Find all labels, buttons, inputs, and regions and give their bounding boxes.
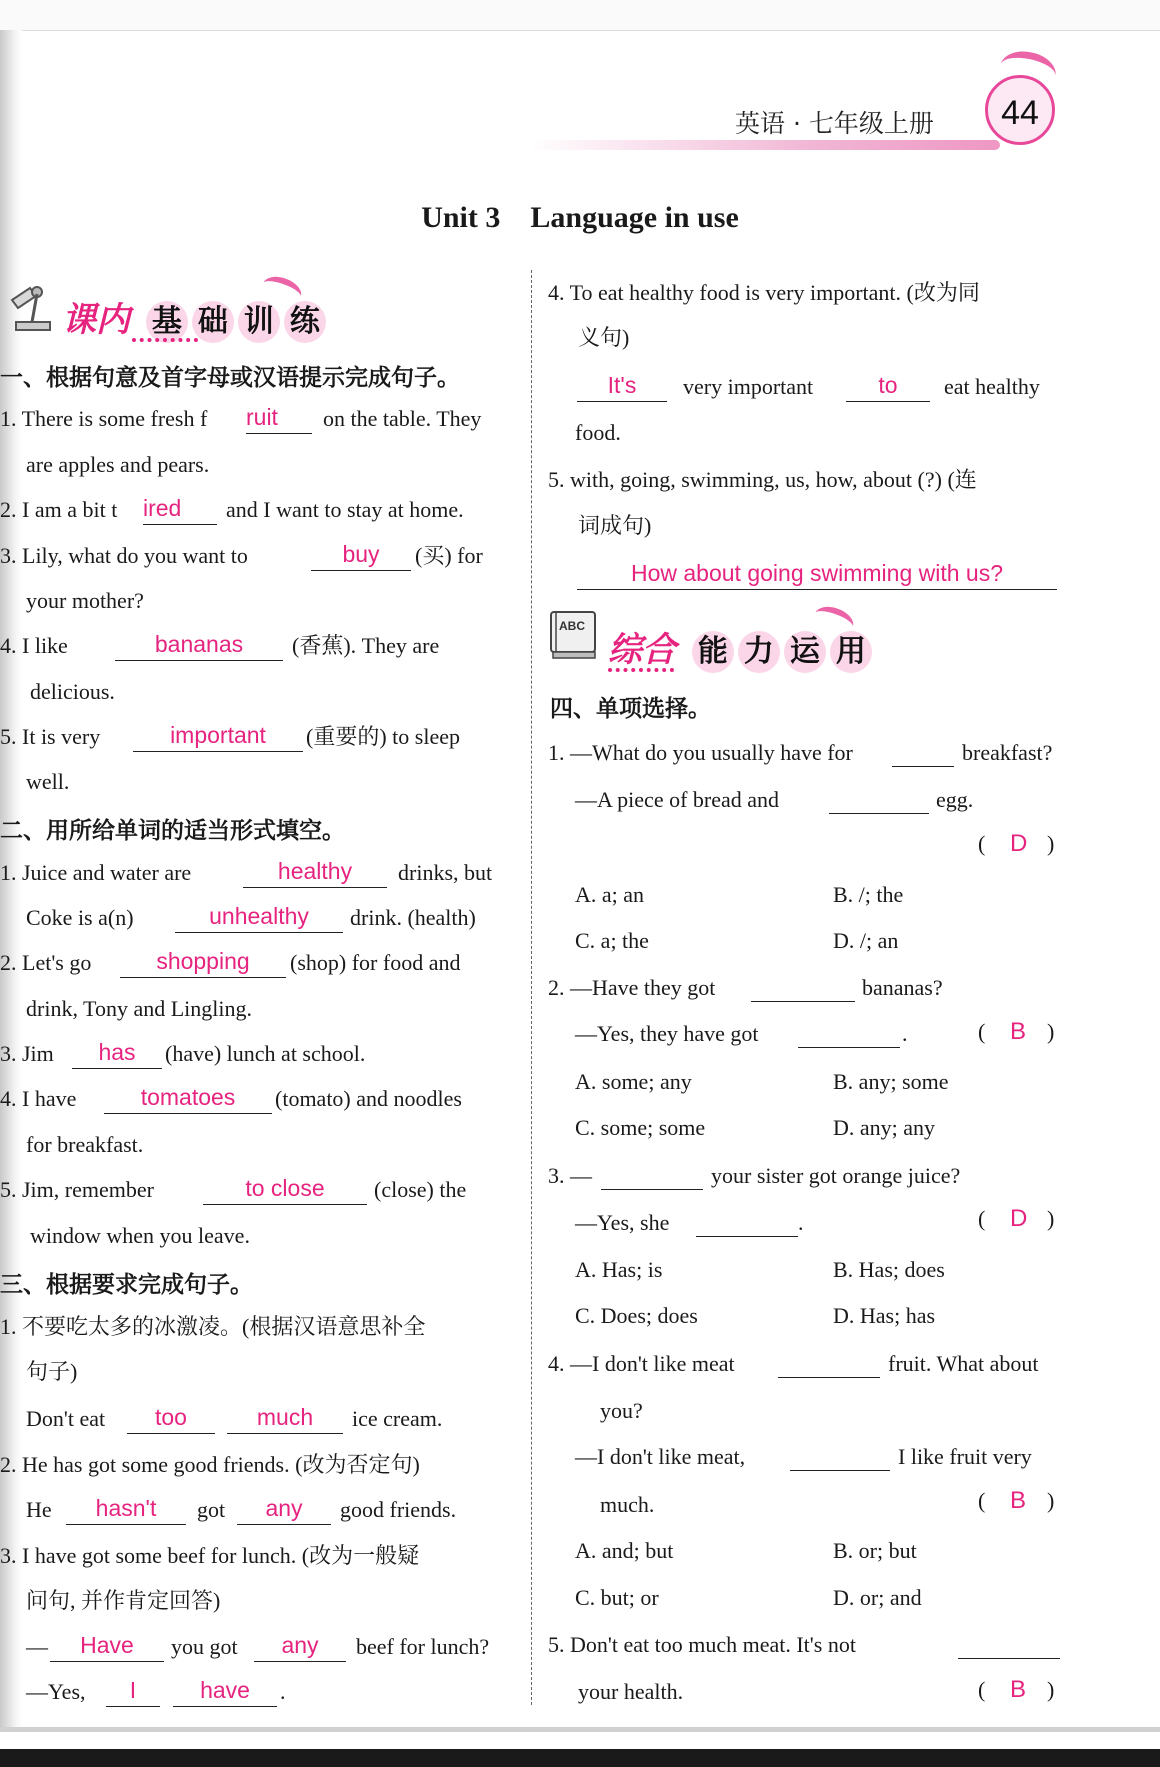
s4q3-option: D. Has; has <box>833 1303 936 1328</box>
s4q2-text: . <box>902 1021 908 1046</box>
s4q4-choice: B <box>1010 1487 1027 1514</box>
s4q3-blank <box>696 1235 798 1237</box>
s3q4-text: 4. To eat healthy food is very important. (改为同 <box>548 280 980 305</box>
s4q2-paren-open: ( <box>978 1019 986 1044</box>
s3q1-text: 句子) <box>26 1359 78 1384</box>
s4q2-option: B. any; some <box>833 1069 949 1094</box>
s3q2-text: He <box>26 1497 52 1522</box>
s4q4-option: B. or; but <box>833 1538 917 1563</box>
banner2-word: 运 <box>784 631 826 673</box>
s4q2-text: 2. —Have they got <box>548 975 716 1000</box>
s2q4-text: 4. I have <box>0 1086 77 1111</box>
s2q4-text: for breakfast. <box>26 1132 144 1157</box>
banner2-dots <box>608 668 674 672</box>
header-subject: 英语 · 七年级上册 <box>735 109 934 138</box>
s4q3-option: C. Does; does <box>575 1303 698 1328</box>
s2q4-answer: tomatoes <box>104 1082 272 1114</box>
s4q3-paren-close: ) <box>1047 1206 1055 1231</box>
page-title: Unit 3 Language in use <box>421 201 739 234</box>
lamp-icon <box>2 280 60 338</box>
section-1-heading: 一、根据句意及首字母或汉语提示完成句子。 <box>0 365 460 391</box>
s2q5-text: 5. Jim, remember <box>0 1177 154 1202</box>
s4q4-text: 4. —I don't like meat <box>548 1351 735 1376</box>
s2q5-answer: to close <box>203 1173 367 1205</box>
page-number: 44 <box>985 75 1055 145</box>
banner2-pink-label: 综合 <box>608 630 676 670</box>
s4q2-paren-close: ) <box>1047 1019 1055 1044</box>
s2q1-answer: healthy <box>243 856 387 888</box>
s1q3-text: your mother? <box>26 588 144 613</box>
s1q1-text: 1. There is some fresh f <box>0 406 208 431</box>
s4q3-blank <box>601 1188 703 1190</box>
s3q3-text: you got <box>171 1634 238 1659</box>
s1q1-answer: ruit <box>246 402 312 434</box>
s3q5-text: 5. with, going, swimming, us, how, about (?) (连 <box>548 467 977 492</box>
s2q3-text: (have) lunch at school. <box>165 1041 366 1066</box>
s1q4-text: 4. I like <box>0 633 68 658</box>
s4q4-paren-open: ( <box>978 1488 986 1513</box>
s4q3-option: B. Has; does <box>833 1257 945 1282</box>
s3q2-answer: any <box>237 1493 331 1525</box>
s4q1-paren-close: ) <box>1047 831 1055 856</box>
column-divider <box>531 270 532 1705</box>
s1q5-text: 5. It is very <box>0 724 101 749</box>
s4q1-text: 1. —What do you usually have for <box>548 740 853 765</box>
banner-comprehensive-application <box>608 622 872 673</box>
s4q4-text: you? <box>600 1398 643 1423</box>
s3q5-answer: How about going swimming with us? <box>577 558 1057 590</box>
abc-book-icon <box>548 608 600 664</box>
s4q4-blank <box>790 1469 890 1471</box>
s2q1-text: drinks, but <box>398 860 493 885</box>
s4q4-text: —I don't like meat, <box>575 1444 746 1469</box>
banner1-pink-label: 课内 <box>62 300 130 340</box>
s1q4-text: (香蕉). They are <box>292 633 440 658</box>
banner1-word: 练 <box>284 301 326 343</box>
window-top-bar <box>0 0 1160 31</box>
s4q5-blank <box>958 1657 1060 1659</box>
s1q2-answer: ired <box>143 493 217 525</box>
s1q4-answer: bananas <box>115 629 283 661</box>
banner1-dots <box>132 338 198 342</box>
s1q5-text: (重要的) to sleep <box>306 724 460 749</box>
s3q1-answer: much <box>227 1402 343 1434</box>
s3q1-answer: too <box>127 1402 215 1434</box>
s2q2-text: (shop) for food and <box>290 950 461 975</box>
s3q1-text: ice cream. <box>352 1406 443 1431</box>
s4q2-option: D. any; any <box>833 1115 936 1140</box>
s4q1-blank <box>892 765 954 767</box>
s2q2-text: drink, Tony and Lingling. <box>26 996 252 1021</box>
s4q3-option: A. Has; is <box>575 1257 663 1282</box>
s4q4-option: A. and; but <box>575 1538 674 1563</box>
s4q2-option: A. some; any <box>575 1069 692 1094</box>
s4q4-text: fruit. What about <box>888 1351 1039 1376</box>
s4q3-choice: D <box>1010 1205 1028 1232</box>
s2q3-text: 3. Jim <box>0 1041 54 1066</box>
s4q2-option: C. some; some <box>575 1115 706 1140</box>
s3q3-text: —Yes, <box>26 1679 86 1704</box>
s4q1-option: D. /; an <box>833 928 899 953</box>
s3q3-answer: I <box>106 1675 160 1707</box>
banner2-word: 用 <box>830 631 872 673</box>
s1q3-text: 3. Lily, what do you want to <box>0 543 248 568</box>
s4q5-paren-close: ) <box>1047 1677 1055 1702</box>
s4q3-text: . <box>798 1210 804 1235</box>
banner1-word: 础 <box>192 301 234 343</box>
s4q2-blank <box>798 1046 900 1048</box>
s4q1-option: C. a; the <box>575 928 649 953</box>
section-4-heading: 四、单项选择。 <box>550 696 711 722</box>
section-2-heading: 二、用所给单词的适当形式填空。 <box>0 818 345 844</box>
s4q5-text: 5. Don't eat too much meat. It's not <box>548 1632 856 1657</box>
section-3-heading: 三、根据要求完成句子。 <box>0 1272 253 1298</box>
banner-classroom-basics <box>62 292 326 343</box>
s1q3-answer: buy <box>311 539 411 571</box>
s3q3-text: 问句, 并作肯定回答) <box>26 1588 221 1613</box>
s2q1-text: 1. Juice and water are <box>0 860 192 885</box>
s2q5-text: (close) the <box>374 1177 467 1202</box>
s3q4-text: 义句) <box>578 325 630 350</box>
s3q3-answer: have <box>173 1675 277 1707</box>
s4q3-text: your sister got orange juice? <box>711 1163 961 1188</box>
abc-icon-label: ABC <box>559 619 585 633</box>
s4q3-text: —Yes, she <box>575 1210 670 1235</box>
s4q2-text: —Yes, they have got <box>575 1021 759 1046</box>
s1q2-text: and I want to stay at home. <box>226 497 464 522</box>
s1q2-text: 2. I am a bit t <box>0 497 118 522</box>
header-rule <box>530 140 1000 150</box>
s4q5-text: your health. <box>578 1679 684 1704</box>
s3q2-text: got <box>197 1497 226 1522</box>
s2q2-answer: shopping <box>120 946 286 978</box>
s2q1-text: drink. (health) <box>350 905 476 930</box>
s3q4-answer: It's <box>577 370 667 402</box>
s1q3-text: (买) for <box>415 543 483 568</box>
s3q4-answer: to <box>846 370 930 402</box>
banner1-word: 基 <box>146 301 188 343</box>
s1q1-text: on the table. They <box>323 406 482 431</box>
s4q3-paren-open: ( <box>978 1206 986 1231</box>
s4q1-text: —A piece of bread and <box>575 787 780 812</box>
s3q4-text: food. <box>575 420 621 445</box>
banner2-word: 力 <box>738 631 780 673</box>
s1q5-text: well. <box>26 769 70 794</box>
s2q1-answer: unhealthy <box>175 901 343 933</box>
s3q3-text: — <box>26 1634 48 1659</box>
s4q1-paren-open: ( <box>978 831 986 856</box>
window-bottom-bar <box>0 1727 1160 1767</box>
s3q1-text: 1. 不要吃太多的冰激凌。(根据汉语意思补全 <box>0 1314 426 1339</box>
banner2-arc-icon <box>811 602 857 638</box>
s3q3-answer: any <box>254 1630 346 1662</box>
s4q1-option: B. /; the <box>833 882 904 907</box>
s4q4-option: D. or; and <box>833 1585 922 1610</box>
s4q4-text: much. <box>600 1492 655 1517</box>
s4q1-choice: D <box>1010 830 1028 857</box>
s3q5-text: 词成句) <box>578 513 652 538</box>
s4q2-text: bananas? <box>862 975 943 1000</box>
banner1-word: 训 <box>238 301 280 343</box>
s4q1-option: A. a; an <box>575 882 645 907</box>
s4q1-text: breakfast? <box>962 740 1053 765</box>
s1q1-text: are apples and pears. <box>26 452 210 477</box>
s4q2-choice: B <box>1010 1018 1027 1045</box>
banner2-word: 能 <box>692 631 734 673</box>
s3q2-answer: hasn't <box>66 1493 186 1525</box>
s4q5-choice: B <box>1010 1676 1027 1703</box>
s4q3-text: 3. — <box>548 1163 592 1188</box>
s3q3-text: . <box>280 1679 286 1704</box>
s3q4-text: very important <box>683 374 814 399</box>
s4q4-paren-close: ) <box>1047 1488 1055 1513</box>
s3q3-text: 3. I have got some beef for lunch. (改为一般疑 <box>0 1543 420 1568</box>
s4q4-blank <box>778 1376 880 1378</box>
s3q2-text: 2. He has got some good friends. (改为否定句) <box>0 1452 420 1477</box>
s3q3-text: beef for lunch? <box>356 1634 490 1659</box>
s3q3-answer: Have <box>50 1630 164 1662</box>
s2q2-text: 2. Let's go <box>0 950 92 975</box>
s1q5-answer: important <box>133 720 303 752</box>
s4q1-text: egg. <box>936 787 974 812</box>
s2q5-text: window when you leave. <box>30 1223 250 1248</box>
s4q4-option: C. but; or <box>575 1585 659 1610</box>
s3q2-text: good friends. <box>340 1497 457 1522</box>
s4q1-blank <box>829 812 929 814</box>
s4q5-paren-open: ( <box>978 1677 986 1702</box>
s2q1-text: Coke is a(n) <box>26 905 134 930</box>
s4q4-text: I like fruit very <box>898 1444 1032 1469</box>
s4q2-blank <box>751 1000 855 1002</box>
s3q1-text: Don't eat <box>26 1406 106 1431</box>
s2q4-text: (tomato) and noodles <box>275 1086 462 1111</box>
s3q4-text: eat healthy <box>944 374 1040 399</box>
s2q3-answer: has <box>72 1037 162 1069</box>
s1q4-text: delicious. <box>30 679 115 704</box>
